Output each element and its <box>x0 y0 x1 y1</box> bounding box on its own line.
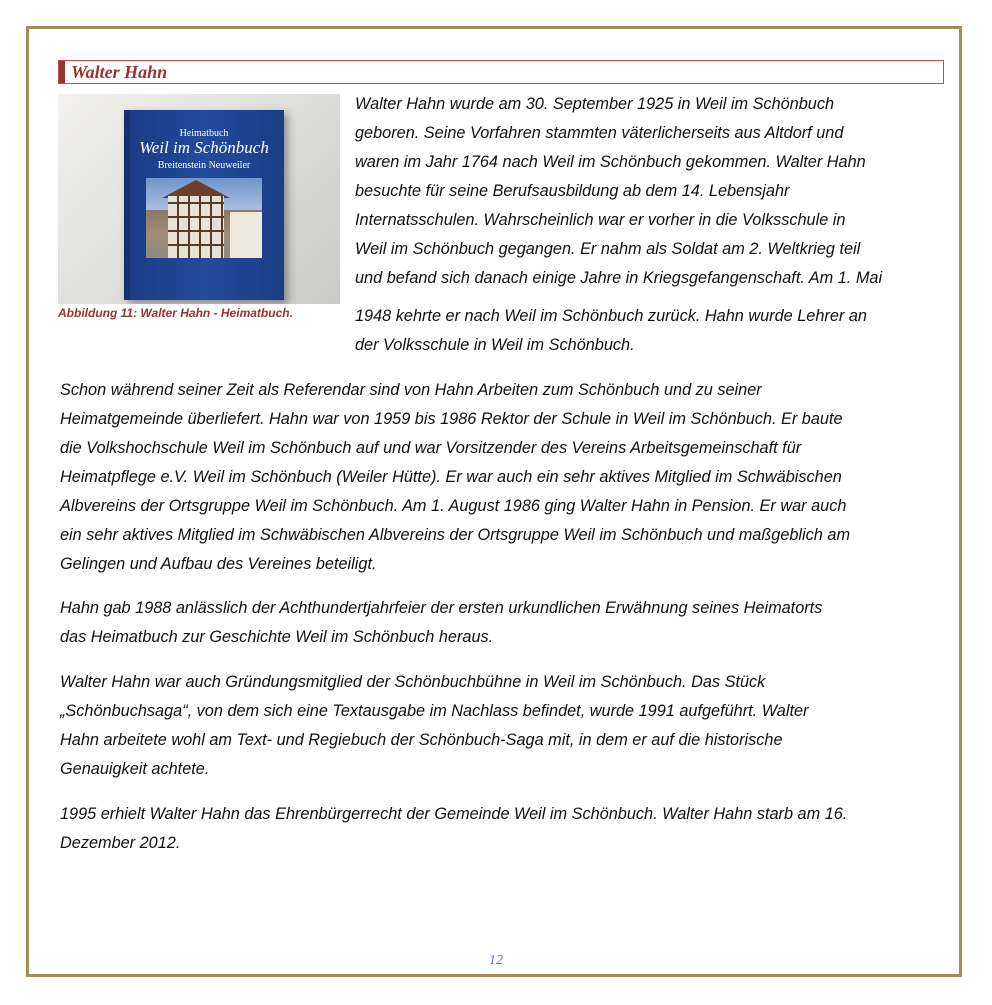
intro-line: geboren. Seine Vorfahren stammten väterlicherseits aus Altdorf und <box>355 124 844 142</box>
paragraph-line: ein sehr aktives Mitglied im Schwäbischen Albvereins der Ortsgruppe Weil im Schönbuch und maßgeblich am <box>60 526 851 544</box>
paragraph-line: Genauigkeit achtete. <box>60 760 210 778</box>
heading-title: Walter Hahn <box>71 62 168 82</box>
paragraph-line: Walter Hahn war auch Gründungsmitglied der Schönbuchbühne in Weil im Schönbuch. Das Stück <box>60 673 766 691</box>
intro-line: 1948 kehrte er nach Weil im Schönbuch zurück. Hahn wurde Lehrer an <box>355 307 867 325</box>
intro-line: Weil im Schönbuch gegangen. Er nahm als Soldat am 2. Weltkrieg teil <box>355 240 861 258</box>
paragraph-line: Hahn gab 1988 anlässlich der Achthundertjahrfeier der ersten urkundlichen Erwähnung seines Heimatorts <box>60 599 823 617</box>
paragraph-line: 1995 erhielt Walter Hahn das Ehrenbürgerrecht der Gemeinde Weil im Schönbuch. Walter Hahn starb am 16. <box>60 805 848 823</box>
paragraph-line: Gelingen und Aufbau des Vereines beteiligt. <box>60 555 377 573</box>
intro-text-continued <box>355 302 867 360</box>
intro-line: der Volksschule in Weil im Schönbuch. <box>355 336 635 354</box>
paragraph-line: Albvereins der Ortsgruppe Weil im Schönbuch. Am 1. August 1986 ging Walter Hahn in Pension. Er war auch <box>60 497 847 515</box>
paragraph-line: Schon während seiner Zeit als Referendar sind von Hahn Arbeiten zum Schönbuch und zu seiner <box>60 381 762 399</box>
intro-line: und befand sich danach einige Jahre in Kriegsgefangenschaft. Am 1. Mai <box>355 269 883 287</box>
paragraph-line: die Volkshochschule Weil im Schönbuch auf und war Vorsitzender des Vereins Arbeitsgemeinschaft für <box>60 439 802 457</box>
paragraph-line: Dezember 2012. <box>60 834 181 852</box>
paragraph-line: „Schönbuchsaga“, von dem sich eine Textausgabe im Nachlass befindet, wurde 1991 aufgeführt. Walter <box>60 702 809 720</box>
book-cover-picture <box>146 178 262 258</box>
paragraph-line: Heimatpflege e.V. Weil im Schönbuch (Weiler Hütte). Er war auch ein sehr aktives Mitglied im Schwäbischen <box>60 468 842 486</box>
page-number: 12 <box>489 953 503 968</box>
intro-line: Internatsschulen. Wahrscheinlich war er vorher in die Volksschule in <box>355 211 846 229</box>
paragraph-line: Hahn arbeitete wohl am Text- und Regiebuch der Schönbuch-Saga mit, in dem er auf die historische <box>60 731 783 749</box>
heading-accent-bar <box>59 61 65 83</box>
intro-text <box>355 90 882 293</box>
paragraph-line: Heimatgemeinde überliefert. Hahn war von 1959 bis 1986 Rektor der Schule in Weil im Schönbuch. Er baute <box>60 410 843 428</box>
intro-line: besuchte für seine Berufsausbildung ab dem 14. Lebensjahr <box>355 182 790 200</box>
figure-caption: Abbildung 11: Walter Hahn - Heimatbuch. <box>58 306 293 320</box>
book-title-line3: Breitenstein Neuweiler <box>157 160 251 171</box>
book-cover <box>124 110 284 300</box>
paragraph-schoenbuchbuehne <box>60 668 808 784</box>
side-house <box>230 212 262 258</box>
paragraph-career <box>60 376 850 579</box>
paragraph-ehrenbuerger <box>60 800 847 858</box>
intro-line: waren im Jahr 1764 nach Weil im Schönbuch gekommen. Walter Hahn <box>355 153 866 171</box>
book-title-line2: Weil im Schönbuch <box>139 138 269 157</box>
book-title-line1: Heimatbuch <box>179 128 229 139</box>
half-timbered-house <box>168 196 224 258</box>
book-photo <box>58 94 340 304</box>
intro-line: Walter Hahn wurde am 30. September 1925 in Weil im Schönbuch <box>355 95 835 113</box>
paragraph-line: das Heimatbuch zur Geschichte Weil im Schönbuch heraus. <box>60 628 494 646</box>
section-heading <box>58 60 944 84</box>
paragraph-heimatbuch <box>60 594 822 652</box>
